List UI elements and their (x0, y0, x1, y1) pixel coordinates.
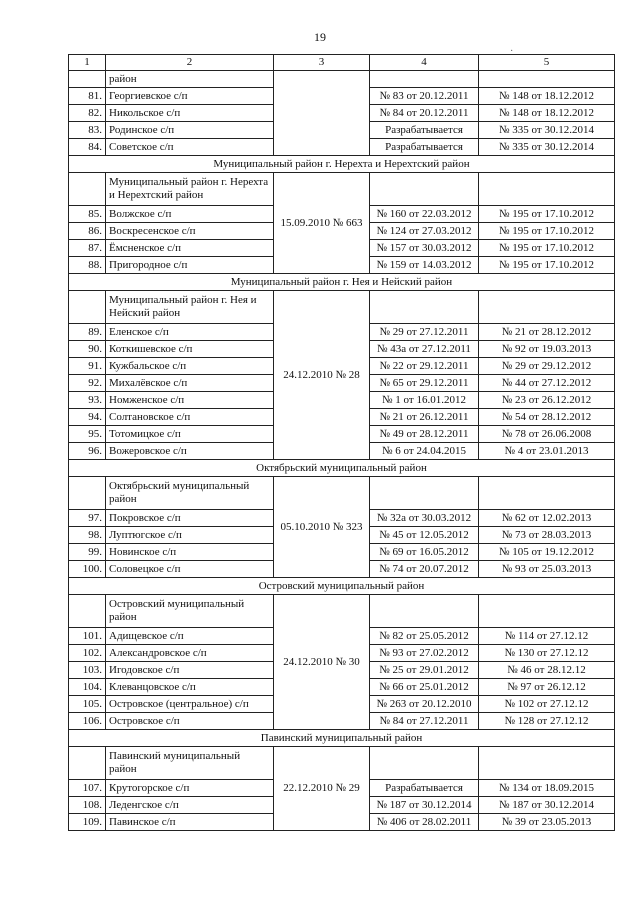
doc5-cell: № 335 от 30.12.2014 (479, 122, 615, 139)
section-title: Островский муниципальный район (69, 578, 615, 595)
row-number (69, 595, 106, 628)
doc5-cell: № 4 от 23.01.2013 (479, 443, 615, 460)
doc5-cell: № 148 от 18.12.2012 (479, 105, 615, 122)
row-number (69, 71, 106, 88)
settlement-name: Новинское с/п (106, 544, 274, 561)
settlement-name: Клеванцовское с/п (106, 679, 274, 696)
doc4-cell: № 187 от 30.12.2014 (370, 797, 479, 814)
row-number: 85. (69, 206, 106, 223)
doc5-cell: № 93 от 25.03.2013 (479, 561, 615, 578)
section-header-row (69, 156, 615, 173)
settlement-name: Адищевское с/п (106, 628, 274, 645)
settlement-name: Леденгское с/п (106, 797, 274, 814)
row-number (69, 477, 106, 510)
section-header-row (69, 578, 615, 595)
settlement-name: Советское с/п (106, 139, 274, 156)
doc5-cell (479, 747, 615, 780)
settlement-name: Ёмсненское с/п (106, 240, 274, 257)
section-title: Муниципальный район г. Нея и Нейский район (69, 274, 615, 291)
settlement-name: Луптюгское с/п (106, 527, 274, 544)
settlement-name: Михалёвское с/п (106, 375, 274, 392)
registry-table-body (69, 55, 615, 831)
row-number: 101. (69, 628, 106, 645)
decision-cell: 05.10.2010 № 323 (274, 477, 370, 578)
row-number (69, 291, 106, 324)
district-name: Октябрьский муниципальный район (106, 477, 274, 510)
settlement-name: Георгиевское с/п (106, 88, 274, 105)
settlement-name: Игодовское с/п (106, 662, 274, 679)
row-number: 81. (69, 88, 106, 105)
doc4-cell: № 263 от 20.12.2010 (370, 696, 479, 713)
row-number: 90. (69, 341, 106, 358)
row-number: 84. (69, 139, 106, 156)
doc4-cell: № 74 от 20.07.2012 (370, 561, 479, 578)
row-number: 102. (69, 645, 106, 662)
row-number: 92. (69, 375, 106, 392)
doc5-cell: № 195 от 17.10.2012 (479, 257, 615, 274)
doc5-cell: № 102 от 27.12.12 (479, 696, 615, 713)
row-number: 104. (69, 679, 106, 696)
doc4-cell (370, 477, 479, 510)
doc5-cell: № 114 от 27.12.12 (479, 628, 615, 645)
row-number: 91. (69, 358, 106, 375)
row-number (69, 747, 106, 780)
doc5-cell: № 46 от 28.12.12 (479, 662, 615, 679)
doc5-cell (479, 71, 615, 88)
row-number: 89. (69, 324, 106, 341)
settlement-name: Волжское с/п (106, 206, 274, 223)
row-number: 108. (69, 797, 106, 814)
section-title: Октябрьский муниципальный район (69, 460, 615, 477)
doc5-cell: № 195 от 17.10.2012 (479, 206, 615, 223)
doc4-cell: № 157 от 30.03.2012 (370, 240, 479, 257)
row-number: 98. (69, 527, 106, 544)
column-header-1: 1 (69, 55, 106, 71)
row-number: 106. (69, 713, 106, 730)
decision-cell-blank (274, 71, 370, 156)
doc5-cell: № 21 от 28.12.2012 (479, 324, 615, 341)
settlement-name: Солтановское с/п (106, 409, 274, 426)
section-header-row (69, 730, 615, 747)
section-header-row (69, 274, 615, 291)
doc4-cell (370, 595, 479, 628)
settlement-name: Крутогорское с/п (106, 780, 274, 797)
doc4-cell: № 43а от 27.12.2011 (370, 341, 479, 358)
settlement-name: Никольское с/п (106, 105, 274, 122)
settlement-name: Соловецкое с/п (106, 561, 274, 578)
section-header-row (69, 460, 615, 477)
doc4-cell: № 82 от 25.05.2012 (370, 628, 479, 645)
district-row (69, 595, 615, 628)
settlement-name: Кужбальское с/п (106, 358, 274, 375)
settlement-name: Александровское с/п (106, 645, 274, 662)
settlement-name: Островское (центральное) с/п (106, 696, 274, 713)
district-name: Островский муниципальный район (106, 595, 274, 628)
doc4-cell: № 159 от 14.03.2012 (370, 257, 479, 274)
doc5-cell: № 148 от 18.12.2012 (479, 88, 615, 105)
registry-table (68, 54, 615, 831)
row-number (69, 173, 106, 206)
doc4-cell (370, 71, 479, 88)
district-row (69, 477, 615, 510)
settlement-name: Павинское с/п (106, 814, 274, 831)
column-header-3: 3 (274, 55, 370, 71)
doc5-cell: № 44 от 27.12.2012 (479, 375, 615, 392)
decision-cell: 24.12.2010 № 30 (274, 595, 370, 730)
doc5-cell: № 97 от 26.12.12 (479, 679, 615, 696)
doc5-cell: № 195 от 17.10.2012 (479, 240, 615, 257)
doc4-cell: № 49 от 28.12.2011 (370, 426, 479, 443)
doc5-cell: № 187 от 30.12.2014 (479, 797, 615, 814)
scan-mark: · (510, 46, 514, 57)
settlement-name: Еленское с/п (106, 324, 274, 341)
doc5-cell: № 39 от 23.05.2013 (479, 814, 615, 831)
doc4-cell: № 124 от 27.03.2012 (370, 223, 479, 240)
row-number: 109. (69, 814, 106, 831)
doc4-cell: № 160 от 22.03.2012 (370, 206, 479, 223)
row-number: 86. (69, 223, 106, 240)
doc4-cell: № 45 от 12.05.2012 (370, 527, 479, 544)
doc4-cell: № 83 от 20.12.2011 (370, 88, 479, 105)
continuation-text: район (106, 71, 274, 88)
doc4-cell: № 84 от 27.12.2011 (370, 713, 479, 730)
doc5-cell: № 134 от 18.09.2015 (479, 780, 615, 797)
doc5-cell: № 78 от 26.06.2008 (479, 426, 615, 443)
column-header-2: 2 (106, 55, 274, 71)
row-number: 93. (69, 392, 106, 409)
page-number: 19 (314, 30, 326, 44)
doc4-cell (370, 747, 479, 780)
settlement-name: Покровское с/п (106, 510, 274, 527)
doc4-cell: Разрабатывается (370, 122, 479, 139)
doc4-cell (370, 291, 479, 324)
column-header-5: 5 (479, 55, 615, 71)
row-number: 100. (69, 561, 106, 578)
settlement-name: Коткишевское с/п (106, 341, 274, 358)
district-name: Павинский муниципальный район (106, 747, 274, 780)
doc5-cell: № 105 от 19.12.2012 (479, 544, 615, 561)
row-number: 83. (69, 122, 106, 139)
settlement-name: Пригородное с/п (106, 257, 274, 274)
district-name: Муниципальный район г. Нея и Нейский район (106, 291, 274, 324)
district-row (69, 291, 615, 324)
doc4-cell: № 32а от 30.03.2012 (370, 510, 479, 527)
district-row (69, 173, 615, 206)
row-number: 103. (69, 662, 106, 679)
doc4-cell: № 22 от 29.12.2011 (370, 358, 479, 375)
settlement-name: Вожеровское с/п (106, 443, 274, 460)
doc4-cell: № 66 от 25.01.2012 (370, 679, 479, 696)
doc5-cell: № 54 от 28.12.2012 (479, 409, 615, 426)
doc4-cell: № 1 от 16.01.2012 (370, 392, 479, 409)
table-header-row (69, 55, 615, 71)
doc4-cell: № 406 от 28.02.2011 (370, 814, 479, 831)
doc4-cell: № 6 от 24.04.2015 (370, 443, 479, 460)
doc5-cell: № 23 от 26.12.2012 (479, 392, 615, 409)
settlement-name: Воскресенское с/п (106, 223, 274, 240)
doc4-cell (370, 173, 479, 206)
row-number: 96. (69, 443, 106, 460)
doc5-cell: № 29 от 29.12.2012 (479, 358, 615, 375)
doc4-cell: № 93 от 27.02.2012 (370, 645, 479, 662)
decision-cell: 15.09.2010 № 663 (274, 173, 370, 274)
row-number: 99. (69, 544, 106, 561)
section-title: Павинский муниципальный район (69, 730, 615, 747)
doc4-cell: Разрабатывается (370, 780, 479, 797)
doc5-cell: № 73 от 28.03.2013 (479, 527, 615, 544)
row-number: 97. (69, 510, 106, 527)
doc5-cell: № 128 от 27.12.12 (479, 713, 615, 730)
doc5-cell (479, 173, 615, 206)
doc5-cell: № 195 от 17.10.2012 (479, 223, 615, 240)
doc5-cell (479, 477, 615, 510)
doc4-cell: № 65 от 29.12.2011 (370, 375, 479, 392)
doc4-cell: № 25 от 29.01.2012 (370, 662, 479, 679)
decision-cell: 24.12.2010 № 28 (274, 291, 370, 460)
doc4-cell: № 21 от 26.12.2011 (370, 409, 479, 426)
settlement-name: Родинское с/п (106, 122, 274, 139)
settlement-name: Островское с/п (106, 713, 274, 730)
column-header-4: 4 (370, 55, 479, 71)
settlement-name: Тотомицкое с/п (106, 426, 274, 443)
doc5-cell: № 130 от 27.12.12 (479, 645, 615, 662)
doc5-cell: № 62 от 12.02.2013 (479, 510, 615, 527)
row-number: 94. (69, 409, 106, 426)
row-number: 82. (69, 105, 106, 122)
doc5-cell (479, 595, 615, 628)
doc4-cell: Разрабатывается (370, 139, 479, 156)
doc5-cell: № 335 от 30.12.2014 (479, 139, 615, 156)
decision-cell: 22.12.2010 № 29 (274, 747, 370, 831)
row-number: 107. (69, 780, 106, 797)
doc4-cell: № 29 от 27.12.2011 (370, 324, 479, 341)
doc4-cell: № 69 от 16.05.2012 (370, 544, 479, 561)
row-number: 88. (69, 257, 106, 274)
settlement-name: Номженское с/п (106, 392, 274, 409)
section-title: Муниципальный район г. Нерехта и Нерехтский район (69, 156, 615, 173)
doc4-cell: № 84 от 20.12.2011 (370, 105, 479, 122)
row-number: 105. (69, 696, 106, 713)
continuation-row (69, 71, 615, 88)
district-row (69, 747, 615, 780)
district-name: Муниципальный район г. Нерехта и Нерехтский район (106, 173, 274, 206)
row-number: 87. (69, 240, 106, 257)
doc5-cell (479, 291, 615, 324)
row-number: 95. (69, 426, 106, 443)
doc5-cell: № 92 от 19.03.2013 (479, 341, 615, 358)
